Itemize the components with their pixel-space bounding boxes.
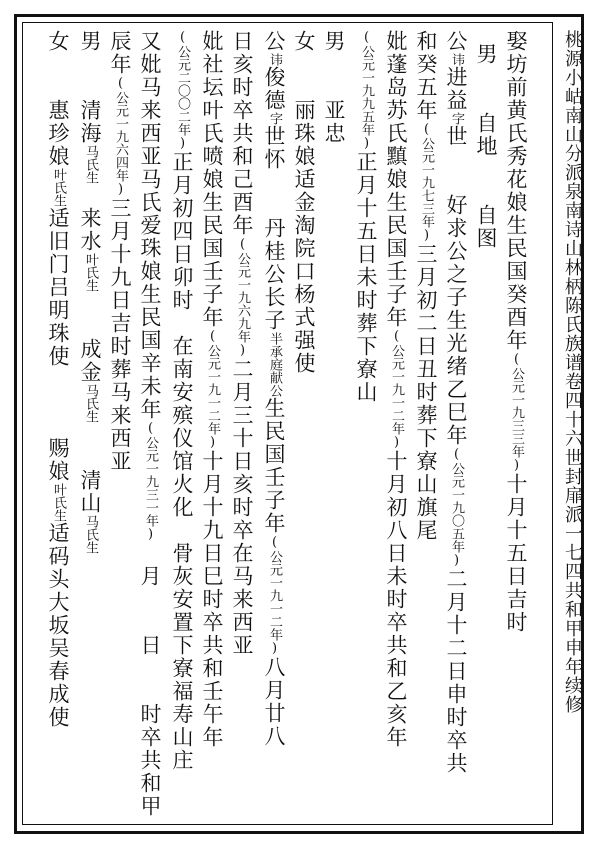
text-column [196, 30, 228, 749]
generation-label: 十六世 [562, 410, 583, 467]
column-text: 进益 [444, 66, 468, 112]
annotation-text: 讳 [449, 53, 464, 66]
text-column [258, 30, 290, 748]
annotation-text: (公元一九九五年) [359, 30, 374, 151]
column-text: 妣社坛叶氏喷娘生民国壬子年 [200, 30, 224, 329]
column-text: 女 丽珠娘适金淘院口杨式强使 [292, 30, 316, 375]
annotation-text: 叶氏生 [51, 168, 66, 207]
text-column [42, 30, 74, 729]
column-text: 清山 [78, 423, 102, 515]
annotation-text: (公元一九三三年) [509, 352, 524, 473]
column-text: 男 亚忠 [322, 30, 346, 145]
annotation-text: 半承庭献公 [267, 332, 282, 397]
column-text: 俊德 [262, 66, 286, 112]
column-text: 女 惠珍娘 [46, 30, 70, 168]
text-column [104, 30, 136, 473]
annotation-text: (公元一九一二年) [389, 329, 404, 450]
text-column [318, 30, 350, 145]
page-number: 一七四 [562, 524, 583, 581]
column-text: 二月十二日申时卒共 [444, 568, 468, 775]
column-text: 来水 [78, 184, 102, 253]
column-text: 月 日 时卒共和甲 [138, 542, 162, 818]
text-column [226, 30, 258, 657]
annotation-text: (公元一九六九年) [235, 237, 250, 358]
column-text: 适码头大坂吴春成使 [46, 522, 70, 729]
column-text: 和癸五年 [414, 30, 438, 122]
column-text: 适旧门吕明珠使 赐娘 [46, 207, 70, 483]
column-text: 公 [444, 30, 468, 53]
column-text: 妣蓬岛苏氏黰娘生民国壬子年 [384, 30, 408, 329]
column-text: 世怀 丹桂公长子 [262, 125, 286, 332]
annotation-text: (公元一九六四年) [113, 76, 128, 197]
annotation-text: 字 [449, 112, 464, 125]
text-column [288, 30, 320, 375]
annotation-text: (公元一九七三年) [419, 122, 434, 243]
column-text: 正月十五日未时葬下寮山 [354, 151, 378, 404]
annotation-text: 字 [267, 112, 282, 125]
column-text: 正月初四日卯时 在南安殡仪馆火化 骨灰安置下寮福寿山庄 [170, 151, 194, 772]
text-column [74, 30, 106, 554]
column-text: 十月初八日未时卒共和乙亥年 [384, 450, 408, 749]
column-text: 世 好求公之子生光绪乙巳年 [444, 125, 468, 447]
text-column [470, 43, 502, 250]
column-text: 十月十五日吉时 [504, 473, 528, 634]
annotation-text: (公元一九一二年) [267, 535, 282, 656]
column-text: 辰年 [108, 30, 132, 76]
column-text: 日亥时卒共和己酉年 [230, 30, 254, 237]
column-text: 又妣马来西亚马氏爱珠娘生民国辛未年 [138, 30, 162, 421]
column-text: 生民国壬子年 [262, 397, 286, 535]
text-column [500, 30, 532, 634]
text-column [380, 30, 412, 749]
annotation-text: (公元一九一二年) [205, 329, 220, 450]
annotation-text: (公元一九三一年) [143, 421, 158, 542]
volume-label: 卷四 [562, 372, 583, 410]
column-text: 十月十九日巳时卒共和壬午年 [200, 450, 224, 749]
column-text: 三月初二日丑时葬下寮山旗尾 [414, 243, 438, 542]
text-column [166, 30, 198, 772]
annotation-text: 马氏生 [83, 145, 98, 184]
column-text: 三月十九日吉时葬马来西亚 [108, 197, 132, 473]
text-column [350, 30, 382, 404]
column-text: 男 清海 [78, 30, 102, 145]
annotation-text: (公元一九〇五年) [449, 447, 464, 568]
edition-label: 共和甲申年续修 [562, 581, 583, 714]
text-column [134, 30, 166, 818]
text-column [440, 30, 472, 775]
genealogy-title: 桃源小岵南山分派泉南诗山林柄陈氏族谱 [562, 30, 583, 372]
annotation-text: 叶氏生 [51, 483, 66, 522]
column-text: 娶坊前黄氏秀花娘生民国癸酉年 [504, 30, 528, 352]
column-text: 八月廿八 [262, 656, 286, 748]
annotation-text: 讳 [267, 53, 282, 66]
annotation-text: 叶氏生 [83, 253, 98, 292]
annotation-text: 马氏生 [83, 515, 98, 554]
branch-label: 封扉派 [562, 467, 583, 524]
column-text: 男 自地 自图 [474, 43, 498, 250]
annotation-text: (公元二〇〇二年) [175, 30, 190, 151]
side-header [558, 30, 586, 820]
column-text: 成金 [78, 292, 102, 384]
text-column [410, 30, 442, 542]
annotation-text: 马氏生 [83, 384, 98, 423]
column-text: 二月三十日亥时卒在马来西亚 [230, 358, 254, 657]
column-text: 公 [262, 30, 286, 53]
